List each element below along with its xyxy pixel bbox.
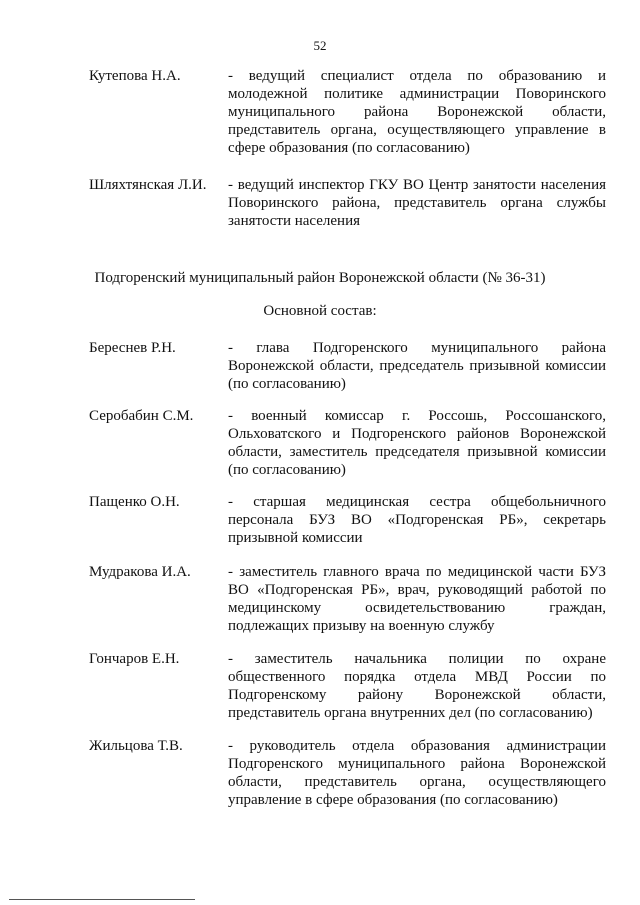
member-name: Береснев Р.Н. [89,340,176,356]
member-name: Жильцова Т.В. [89,738,183,754]
member-name: Кутепова Н.А. [89,68,181,84]
member-name: Пащенко О.Н. [89,494,180,510]
member-role: - заместитель главного врача по медицинской части БУЗ ВО «Подгоренская РБ», врач, руководящий работой по медицинскому освидетельствованию граждан, подлежащих призыву на военную службу [228,564,606,634]
member-role: - заместитель начальника полиции по охране общественного порядка отдела МВД России по Подгоренскому району Воронежской области, представитель органа внутренних дел (по согласованию) [228,651,606,721]
member-role: - ведущий инспектор ГКУ ВО Центр занятости населения Поворинского района, представитель органа службы занятости населения [228,177,606,229]
member-role: - руководитель отдела образования администрации Подгоренского муниципального района Воронежской области, представитель органа, осуществляющего управление в сфере образования (по согласованию) [228,738,606,808]
member-role: - глава Подгоренского муниципального района Воронежской области, председатель призывной комиссии (по согласованию) [228,340,606,392]
member-name: Мудракова И.А. [89,564,191,580]
member-name: Серобабин С.М. [89,408,194,424]
footer-divider [9,899,195,900]
member-role: - военный комиссар г. Россошь, Россошанского, Ольховатского и Подгоренского районов Воронежской области, заместитель председателя призывной комиссии (по согласованию) [228,408,606,478]
section-subtitle: Основной состав: [263,303,377,319]
page-number: 52 [313,38,327,53]
section-title: Подгоренский муниципальный район Воронежской области (№ 36-31) [94,270,546,286]
member-name: Шляхтянская Л.И. [89,177,207,193]
member-role: - ведущий специалист отдела по образованию и молодежной политике администрации Поворинского муниципального района Воронежской области, представитель органа, осуществляющего управление в сфере образования (по согласованию) [228,68,606,156]
member-role: - старшая медицинская сестра общебольничного персонала БУЗ ВО «Подгоренская РБ», секретарь призывной комиссии [228,494,606,546]
member-name: Гончаров Е.Н. [89,651,180,667]
